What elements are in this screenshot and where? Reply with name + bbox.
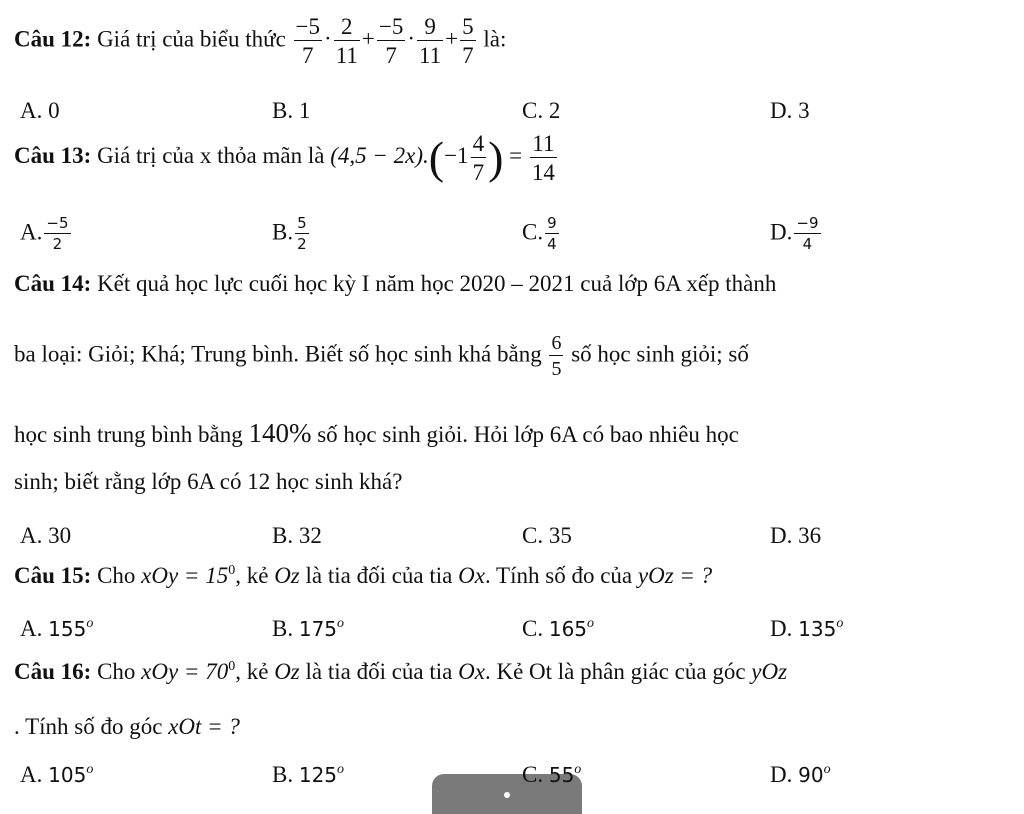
question-12-expression: $\frac{-5}{7}$ · $\frac{2}{11}$ + $\frac{-5}{7}$ · $\frac{9}{11}$ + $\frac{5}{7}$ — [295, 14, 474, 68]
question-12-option-d[interactable]: D. 3 — [770, 98, 810, 123]
question-16-option-d[interactable]: D. 90$^o$ — [770, 762, 831, 787]
fraction: $\frac{6}{5}$ — [551, 332, 562, 380]
question-13-option-c[interactable]: C. $\frac{9}{4}$ — [522, 214, 557, 253]
question-14-line-4: sinh; biết rằng lớp 6A có 12 học sinh khá? — [14, 469, 403, 494]
question-15-option-d[interactable]: D. 135$^o$ — [770, 616, 844, 641]
question-14-label: Câu 14: — [14, 271, 92, 296]
question-12-label: Câu 12: — [14, 26, 92, 52]
bottom-overlay-dot-icon — [504, 792, 510, 798]
percent-value: 140% — [248, 418, 312, 448]
question-16-option-b[interactable]: B. 125$^o$ — [272, 762, 345, 787]
fraction: $\frac{5}{2}$ — [297, 214, 307, 253]
question-15-option-a[interactable]: A. 155$^o$ — [20, 616, 94, 641]
question-15-option-c[interactable]: C. 165$^o$ — [522, 616, 595, 641]
question-14-option-d[interactable]: D. 36 — [770, 523, 822, 548]
question-14-line-3: học sinh trung bình bằng 140% số học sinh giỏi. Hỏi lớp 6A có bao nhiêu học — [14, 418, 739, 448]
question-16-option-a[interactable]: A. 105$^o$ — [20, 762, 94, 787]
question-12-option-c[interactable]: C. 2 — [522, 98, 561, 123]
fraction: $\frac{11}{14}$ — [531, 130, 555, 185]
question-15-stem: Câu 15: Cho xOy = $15^0$, kẻ Oz là tia đối của tia Ox. Tính số đo của yOz = ? — [14, 563, 713, 588]
question-13-text: Giá trị của x thỏa mãn là — [97, 142, 325, 168]
fraction: $\frac{5}{7}$ — [462, 14, 474, 68]
fraction: $\frac{4}{7}$ — [472, 130, 485, 185]
question-14-option-a[interactable]: A. 30 — [20, 523, 72, 548]
question-14-line-2: ba loại: Giỏi; Khá; Trung bình. Biết số học sinh khá bằng $\frac{6}{5}$ số học sinh giỏi; số — [14, 332, 749, 380]
question-13-label: Câu 13: — [14, 142, 92, 168]
question-13-option-d[interactable]: D. $\frac{-9}{4}$ — [770, 214, 819, 253]
question-14-line-1: Câu 14: Kết quả học lực cuối học kỳ I năm học 2020 – 2021 cuả lớp 6A xếp thành — [14, 271, 777, 296]
question-12-option-a[interactable]: A. 0 — [20, 98, 60, 123]
question-15-label: Câu 15: — [14, 563, 92, 588]
question-13-stem — [14, 131, 559, 184]
question-13-option-b[interactable]: B. $\frac{5}{2}$ — [272, 214, 307, 253]
fraction: $\frac{9}{11}$ — [419, 14, 442, 68]
fraction: $\frac{-5}{7}$ — [378, 14, 404, 68]
question-16-line-2: . Tính số đo góc xOt = ? — [14, 714, 240, 739]
question-16-label: Câu 16: — [14, 659, 92, 684]
question-12-stem — [14, 15, 506, 67]
fraction: $\frac{-5}{2}$ — [46, 214, 69, 253]
question-13-expression: (4,5 − 2x).(−1 $\frac{4}{7}$ ) = $\frac{11}{14}$ — [330, 130, 555, 185]
fraction: $\frac{9}{4}$ — [547, 214, 557, 253]
fraction: $\frac{-5}{7}$ — [295, 14, 321, 68]
question-12-text: Giá trị của biểu thức — [97, 26, 286, 52]
question-12-option-b[interactable]: B. 1 — [272, 98, 311, 123]
question-16-option-c[interactable]: C. 55$^o$ — [522, 762, 582, 787]
question-12-suffix: là: — [483, 26, 507, 52]
question-14-option-c[interactable]: C. 35 — [522, 523, 572, 548]
question-15-option-b[interactable]: B. 175$^o$ — [272, 616, 345, 641]
fraction: $\frac{2}{11}$ — [335, 14, 358, 68]
question-13-option-a[interactable]: A. $\frac{-5}{2}$ — [20, 214, 69, 253]
question-16-stem: Câu 16: Cho xOy = $70^0$, kẻ Oz là tia đối của tia Ox. Kẻ Ot là phân giác của góc yOz — [14, 659, 788, 684]
question-14-option-b[interactable]: B. 32 — [272, 523, 322, 548]
fraction: $\frac{-9}{4}$ — [796, 214, 819, 253]
